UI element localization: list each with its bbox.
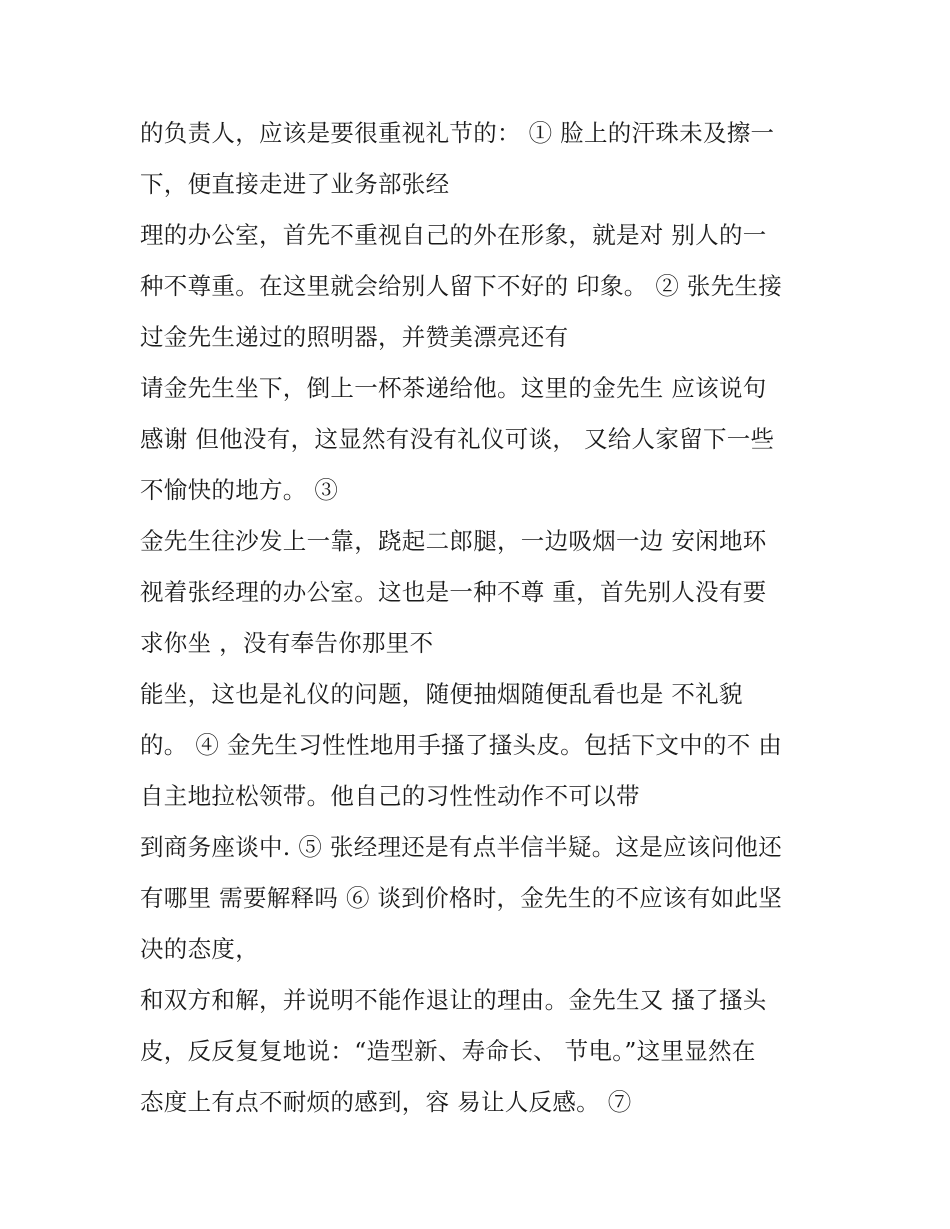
- text-line: 有哪里 需要解释吗 ⑥ 谈到价格时，金先生的不应该有如此坚: [140, 884, 783, 912]
- text-line: 自主地拉松领带。他自己的习性性动作不可以带: [140, 782, 640, 810]
- text-line: 过金先生递过的照明器，并赞美漂亮还有: [140, 323, 569, 351]
- text-line: 求你坐 ，没有奉告你那里不: [140, 629, 434, 657]
- text-line: 的。 ④ 金先生习性性地用手搔了搔头皮。包括下文中的不 由: [140, 731, 783, 759]
- text-line: 感谢 但他没有，这显然有没有礼仪可谈， 又给人家留下一些: [140, 425, 775, 453]
- text-line: 下，便直接走进了业务部张经: [140, 170, 450, 198]
- text-line: 请金先生坐下，倒上一杯茶递给他。这里的金先生 应该说句: [140, 374, 767, 402]
- text-line: 的负责人，应该是要很重视礼节的： ① 脸上的汗珠未及擦一: [140, 119, 775, 147]
- text-line: 理的办公室，首先不重视自己的外在形象，就是对 别人的一: [140, 221, 767, 249]
- text-line: 到商务座谈中. ⑤ 张经理还是有点半信半疑。这是应该问他还: [140, 833, 783, 861]
- text-line: 决的态度，: [140, 935, 259, 963]
- text-line: 能坐，这也是礼仪的问题，随便抽烟随便乱看也是 不礼貌: [140, 680, 743, 708]
- text-line: 种不尊重。在这里就会给别人留下不好的 印象。 ② 张先生接: [140, 272, 783, 300]
- text-line: 皮，反反复复地说：“造型新、寿命长、 节电。”这里显然在: [140, 1037, 756, 1065]
- text-line: 和双方和解，并说明不能作退让的理由。金先生又 搔了搔头: [140, 986, 767, 1014]
- text-line: 金先生往沙发上一靠，跷起二郎腿，一边吸烟一边 安闲地环: [140, 527, 767, 555]
- text-line: 视着张经理的办公室。这也是一种不尊 重，首先别人没有要: [140, 578, 767, 606]
- text-line: 态度上有点不耐烦的感到，容 易让人反感。 ⑦: [140, 1088, 632, 1116]
- text-line: 不愉快的地方。 ③: [140, 476, 339, 504]
- body-text: [140, 108, 820, 1128]
